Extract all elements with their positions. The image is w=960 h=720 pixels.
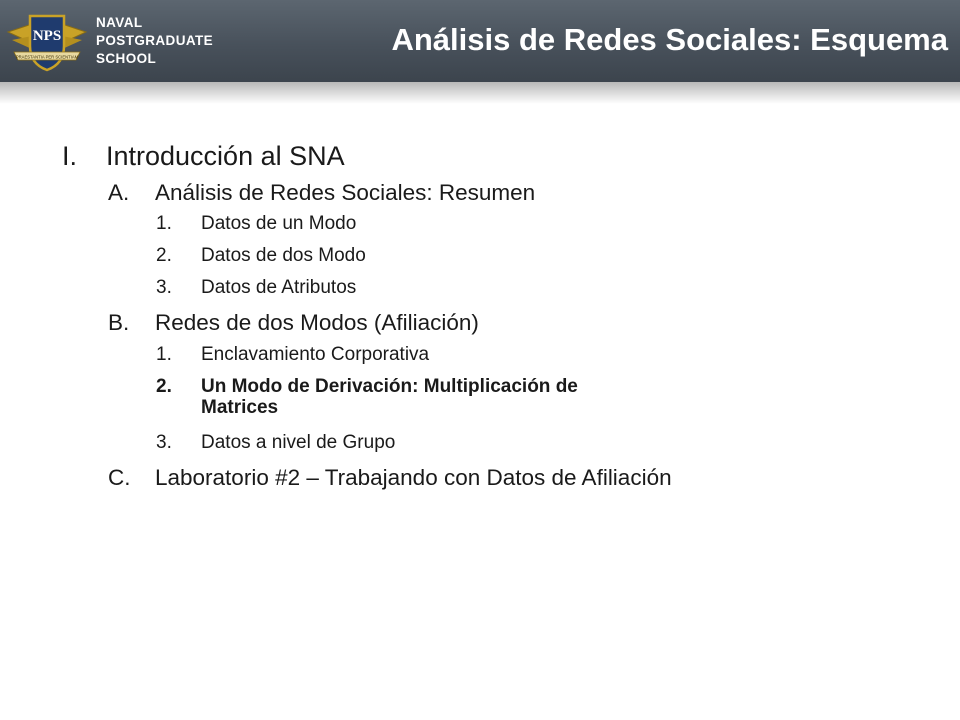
outline-text: Datos de dos Modo [201,245,366,266]
school-line: SCHOOL [96,51,157,66]
outline-marker: 3. [156,277,172,298]
school-line: NAVAL [96,15,143,30]
school-line: POSTGRADUATE [96,33,214,48]
outline-text: Datos de un Modo [201,213,357,234]
outline-text: Laboratorio #2 – Trabajando con Datos de Afiliación [155,465,672,490]
title-bar-shadow [0,82,960,104]
nps-shield-logo [6,10,88,74]
outline-text: Datos a nivel de Grupo [201,432,396,453]
outline-text: Datos de Atributos [201,277,357,298]
outline-text: Enclavamiento Corporativa [201,344,430,365]
outline-marker: 3. [156,432,172,453]
outline-text: Redes de dos Modos (Afiliación) [155,310,479,335]
logo-letters: NPS [32,28,62,44]
outline-marker: 2. [156,245,172,266]
outline-marker: I. [62,141,78,171]
outline-text-continued: Matrices [201,397,279,418]
outline-marker: 1. [156,344,172,365]
outline-marker: 2. [156,376,172,397]
outline-marker: C. [108,465,131,490]
outline-text: Introducción al SNA [106,141,345,171]
title-bar [0,0,960,82]
school-name [96,14,213,68]
slide-title: Análisis de Redes Sociales: Esquema [391,22,948,57]
logo-motto: PRAESTANTIA PER SCIENTIAM [15,54,79,60]
outline-text: Un Modo de Derivación: Multiplicación de [201,376,578,397]
outline-text: Análisis de Redes Sociales: Resumen [155,180,536,205]
outline-marker: B. [108,310,130,335]
outline-marker: A. [108,180,130,205]
outline-marker: 1. [156,213,172,234]
